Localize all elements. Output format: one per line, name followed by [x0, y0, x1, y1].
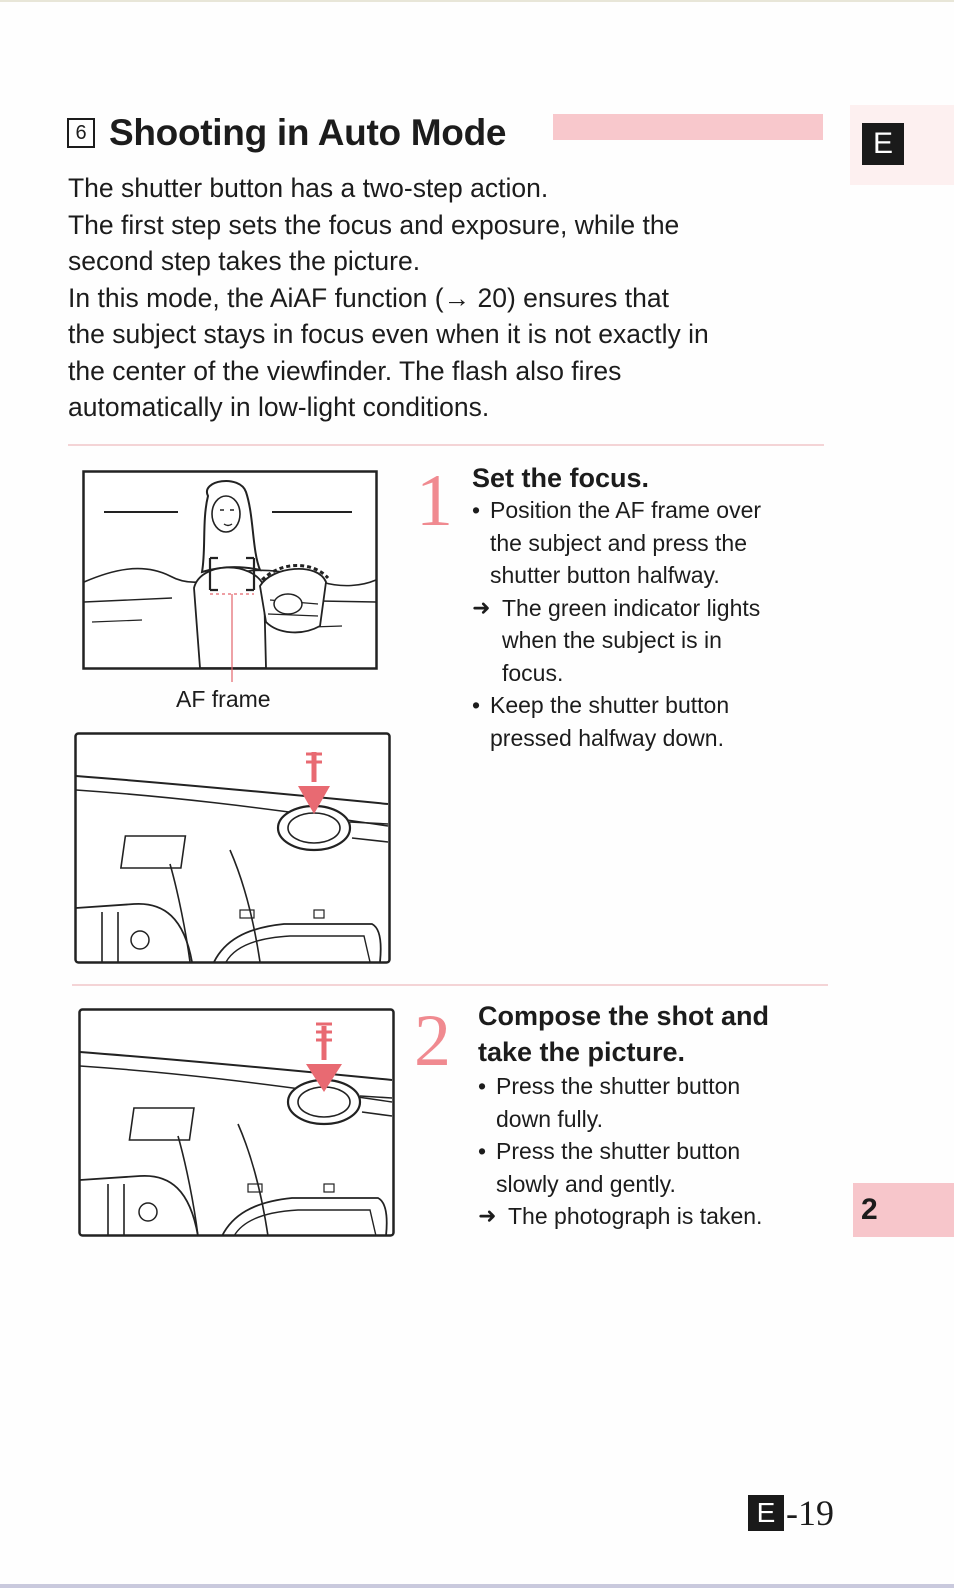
instruction-line: Press the shutter button: [496, 1073, 741, 1099]
intro-line: the center of the viewfinder. The flash also fires: [68, 355, 622, 386]
step-1-bullet: [472, 689, 822, 754]
step-2-bullet: [478, 1135, 828, 1200]
step-1-instructions: [472, 494, 822, 754]
footer-language-badge: E: [748, 1495, 784, 1531]
bullet-marker: •: [478, 1073, 487, 1099]
instruction-line: The photograph is taken.: [508, 1203, 763, 1229]
bullet-marker: •: [472, 692, 481, 718]
heading-accent-bar: [553, 114, 823, 140]
instruction-line: slowly and gently.: [496, 1170, 676, 1197]
step-2-title-line: Compose the shot and: [478, 1001, 770, 1031]
section-number-box: 6: [67, 118, 95, 148]
instruction-line: when the subject is in: [502, 627, 722, 653]
intro-line: the subject stays in focus even when it is not exactly in: [68, 319, 709, 349]
instruction-line: pressed halfway down.: [490, 724, 724, 751]
page-top-edge: [0, 0, 954, 2]
chapter-tab: 2: [853, 1183, 954, 1237]
intro-line: The shutter button has a two-step action.: [68, 173, 549, 203]
instruction-line: Position the AF frame over: [490, 497, 762, 523]
instruction-line: the subject and press the: [490, 529, 747, 556]
section-heading: [67, 112, 506, 154]
intro-line: second step takes the picture.: [68, 246, 421, 276]
step-2-title-line: take the picture.: [478, 1037, 686, 1067]
shutter-half-press-illustration: [74, 732, 392, 966]
step-2-title: [478, 998, 769, 1070]
step-2-instructions: [478, 1070, 828, 1233]
intro-line: The first step sets the focus and exposure, while the: [68, 209, 680, 240]
bullet-marker: •: [472, 497, 481, 523]
intro-line: automatically in low-light conditions.: [68, 392, 490, 422]
af-frame-caption: AF frame: [176, 686, 271, 712]
instruction-line: Keep the shutter button: [490, 692, 730, 718]
step-2-bullet: [478, 1070, 828, 1135]
intro-text: [68, 170, 838, 426]
section-title: Shooting in Auto Mode: [109, 112, 507, 153]
step-1-bullet: [472, 494, 822, 592]
step-divider: [72, 984, 828, 986]
viewfinder-illustration: [82, 470, 378, 682]
instruction-line: shutter button halfway.: [490, 562, 720, 588]
page-footer: [748, 1492, 834, 1534]
language-tab: E: [862, 123, 904, 165]
result-arrow-icon: ➜: [472, 594, 491, 620]
step-1-number: 1: [416, 460, 453, 542]
instruction-line: focus.: [502, 659, 564, 686]
page-number: -19: [786, 1493, 834, 1533]
step-2-result: [478, 1200, 828, 1233]
instruction-line: down fully.: [496, 1105, 603, 1132]
section-divider: [68, 444, 824, 446]
bullet-marker: •: [478, 1138, 487, 1164]
shutter-full-press-illustration: [78, 1008, 396, 1238]
step-1-result: [472, 592, 822, 690]
result-arrow-icon: ➜: [478, 1203, 497, 1228]
step-2-number: 2: [414, 1000, 451, 1082]
page-bottom-edge: [0, 1584, 954, 1588]
instruction-line: Press the shutter button: [496, 1138, 741, 1164]
instruction-line: The green indicator lights: [502, 594, 761, 621]
step-1-title: Set the focus.: [472, 463, 650, 493]
intro-line: In this mode, the AiAF function (→ 20) ensures that: [68, 282, 669, 313]
